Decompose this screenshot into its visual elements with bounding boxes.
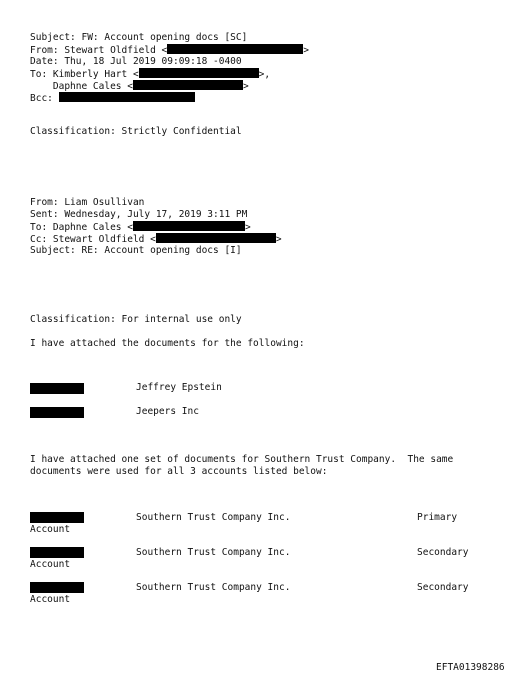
account-label: Account — [30, 594, 71, 605]
fw-date: Date: Thu, 18 Jul 2019 09:09:18 -0400 — [30, 56, 242, 67]
classification-2: Classification: For internal use only — [30, 314, 242, 325]
orig-sent: Sent: Wednesday, July 17, 2019 3:11 PM — [30, 209, 248, 220]
redaction — [59, 92, 195, 102]
account-type: Secondary — [417, 547, 469, 558]
redaction — [30, 512, 84, 523]
account-label: Account — [30, 559, 71, 570]
paragraph-line: I have attached one set of documents for Southern Trust Company. The same — [30, 454, 454, 465]
account-label: Account — [30, 524, 71, 535]
redaction — [30, 383, 84, 394]
entity-name: Jeepers Inc — [136, 406, 199, 417]
entity-name: Jeffrey Epstein — [136, 382, 222, 393]
account-company: Southern Trust Company Inc. — [136, 512, 291, 523]
orig-to: To: Daphne Cales < > — [30, 222, 251, 233]
redaction — [156, 233, 276, 243]
paragraph-line: documents were used for all 3 accounts listed below: — [30, 466, 328, 477]
redaction — [133, 221, 245, 231]
redaction — [30, 407, 84, 418]
redaction — [167, 44, 303, 54]
fw-from: From: Stewart Oldfield < > — [30, 45, 310, 56]
classification-1: Classification: Strictly Confidential — [30, 126, 242, 137]
document-id: EFTA01398286 — [436, 662, 505, 673]
intro-line: I have attached the documents for the following: — [30, 338, 305, 349]
fw-to: To: Kimberly Hart < >, — [30, 69, 271, 80]
account-type: Secondary — [417, 582, 469, 593]
fw-to-2: Daphne Cales < > — [30, 81, 249, 92]
account-type: Primary — [417, 512, 458, 523]
fw-subject: Subject: FW: Account opening docs [SC] — [30, 32, 248, 43]
redaction — [30, 582, 84, 593]
account-company: Southern Trust Company Inc. — [136, 582, 291, 593]
redaction — [133, 80, 243, 90]
orig-subject: Subject: RE: Account opening docs [I] — [30, 245, 242, 256]
redaction — [30, 547, 84, 558]
orig-cc: Cc: Stewart Oldfield < > — [30, 234, 282, 245]
orig-from: From: Liam Osullivan — [30, 197, 145, 208]
redaction — [139, 68, 259, 78]
account-company: Southern Trust Company Inc. — [136, 547, 291, 558]
fw-bcc: Bcc: — [30, 92, 195, 105]
